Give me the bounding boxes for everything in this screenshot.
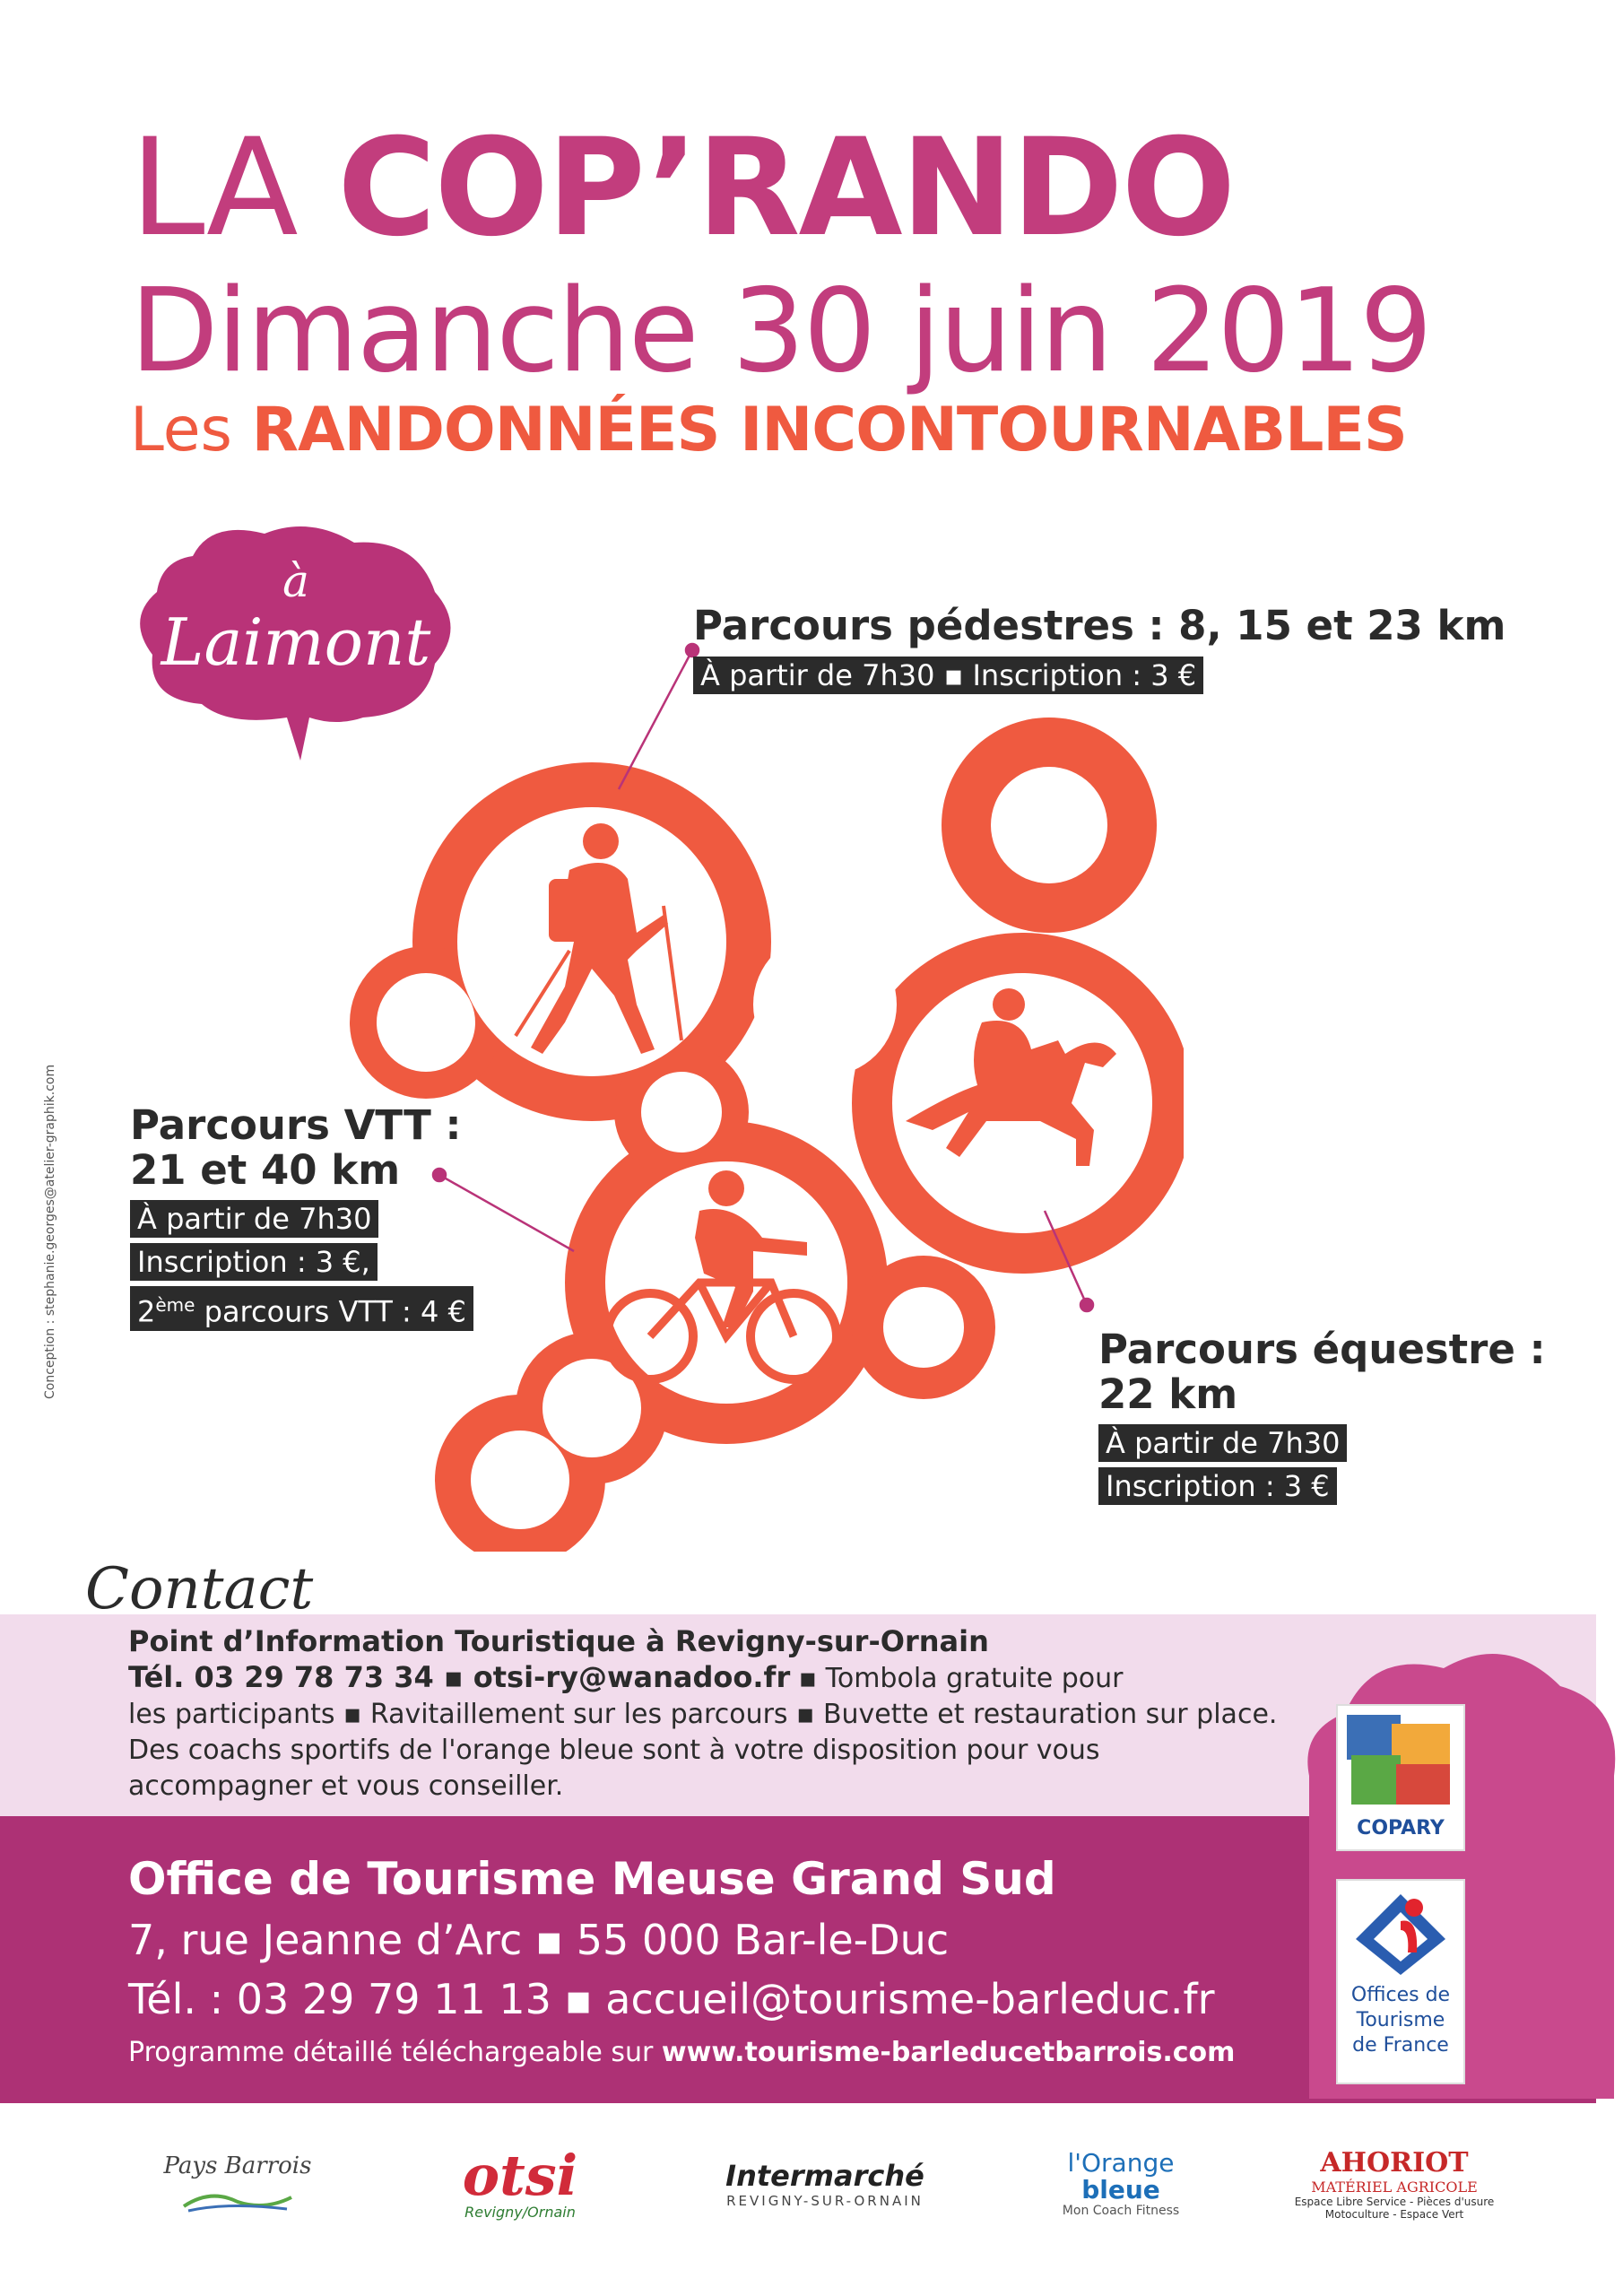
subtitle-big: RANDONNÉES INCONTOURNABLES bbox=[251, 395, 1407, 465]
tag3-suffix: parcours VTT : 4 € bbox=[195, 1294, 466, 1329]
office-info bbox=[128, 1848, 1235, 2077]
otsi-label: otsi bbox=[462, 2142, 578, 2208]
course-equestre bbox=[1098, 1327, 1546, 1510]
event-title-bold: COP’RANDO bbox=[337, 110, 1235, 266]
copary-mark-icon bbox=[1338, 1706, 1463, 1813]
offices-tourisme-text bbox=[1338, 1983, 1463, 2058]
contact-line3: les participants ▪ Ravitaillement sur les parcours ▪ Buvette et restauration sur place. bbox=[128, 1699, 1278, 1730]
course-equestre-title-1: Parcours équestre : bbox=[1098, 1326, 1546, 1373]
offices-line2: Tourisme bbox=[1356, 2009, 1445, 2031]
event-title-light: LA bbox=[130, 110, 338, 266]
contact-text bbox=[128, 1623, 1294, 1805]
offices-tourisme-logo bbox=[1336, 1879, 1465, 2084]
orange-bleue-logo bbox=[1040, 2135, 1202, 2233]
course-vtt-tag-1: À partir de 7h30 bbox=[130, 1200, 378, 1238]
office-program-prefix: Programme détaillé téléchargeable sur bbox=[128, 2037, 662, 2068]
contact-title: Contact bbox=[85, 1556, 314, 1622]
location-line1: à bbox=[282, 555, 309, 607]
intermarche-logo bbox=[708, 2135, 942, 2233]
contact-line2-rest: ▪ Tombola gratuite pour bbox=[790, 1663, 1124, 1694]
copary-logo bbox=[1336, 1704, 1465, 1851]
contact-line2-bold: Tél. 03 29 78 73 34 ▪ otsi-ry@wanadoo.fr bbox=[128, 1660, 791, 1694]
location-line2: Laimont bbox=[161, 604, 431, 680]
pays-barrois-label: Pays Barrois bbox=[163, 2152, 312, 2179]
tag3-prefix: 2 bbox=[137, 1294, 156, 1329]
horiot-sub: MATÉRIEL AGRICOLE bbox=[1311, 2179, 1478, 2196]
course-vtt-title-1: Parcours VTT : bbox=[130, 1101, 462, 1149]
course-pedestres-tag: À partir de 7h30 ▪ Inscription : 3 € bbox=[693, 657, 1203, 694]
course-pedestres bbox=[693, 601, 1506, 700]
horiot-line2: Motoculture - Espace Vert bbox=[1324, 2208, 1464, 2221]
design-credit: Conception : stephanie.georges@atelier-graphik.com bbox=[43, 1064, 57, 1399]
course-equestre-tag-1: À partir de 7h30 bbox=[1098, 1424, 1347, 1462]
otsi-sub: Revigny/Ornain bbox=[464, 2203, 576, 2221]
horiot-logo bbox=[1273, 2135, 1515, 2233]
course-equestre-tag-2: Inscription : 3 € bbox=[1098, 1467, 1337, 1505]
offices-line1: Offices de bbox=[1350, 1984, 1451, 2006]
course-vtt-tag-2: Inscription : 3 €, bbox=[130, 1243, 378, 1281]
contact-line5: accompagner et vous conseiller. bbox=[128, 1770, 564, 1802]
offices-tourisme-icon bbox=[1338, 1881, 1463, 1979]
pays-barrois-logo bbox=[135, 2135, 341, 2233]
subtitle-small: Les bbox=[130, 395, 252, 465]
course-equestre-title-2: 22 km bbox=[1098, 1370, 1238, 1418]
office-name: Office de Tourisme Meuse Grand Sud bbox=[128, 1853, 1056, 1905]
course-pedestres-title: Parcours pédestres : 8, 15 et 23 km bbox=[693, 602, 1506, 649]
event-date: Dimanche 30 juin 2019 bbox=[130, 265, 1431, 398]
tag3-sup: ème bbox=[155, 1294, 195, 1316]
office-program-link[interactable]: www.tourisme-barleducetbarrois.com bbox=[661, 2037, 1236, 2068]
office-program bbox=[128, 2029, 1235, 2077]
pays-barrois-icon bbox=[175, 2179, 300, 2215]
orange-bleue-line2: bleue bbox=[1081, 2175, 1160, 2205]
orange-bleue-line3: Mon Coach Fitness bbox=[1062, 2204, 1180, 2218]
intermarche-label: Intermarché bbox=[725, 2159, 924, 2193]
copary-label: COPARY bbox=[1357, 1817, 1445, 1839]
contact-line1: Point d’Information Touristique à Revigny-sur-Ornain bbox=[128, 1624, 989, 1658]
horiot-label: AHORIOT bbox=[1320, 2147, 1469, 2179]
course-vtt-title-2: 21 et 40 km bbox=[130, 1146, 401, 1194]
office-phone: Tél. : 03 29 79 11 13 ▪ accueil@tourisme-barleduc.fr bbox=[128, 1975, 1215, 2023]
intermarche-sub: REVIGNY-SUR-ORNAIN bbox=[726, 2193, 924, 2209]
otsi-logo bbox=[430, 2135, 610, 2233]
offices-line3: de France bbox=[1352, 2034, 1449, 2057]
office-address: 7, rue Jeanne d’Arc ▪ 55 000 Bar-le-Duc bbox=[128, 1916, 950, 1964]
course-vtt bbox=[130, 1103, 473, 1336]
horiot-line1: Espace Libre Service - Pièces d'usure bbox=[1294, 2196, 1495, 2208]
contact-line4: Des coachs sportifs de l'orange bleue sont à votre disposition pour vous bbox=[128, 1735, 1100, 1766]
course-vtt-tag-3 bbox=[130, 1286, 473, 1331]
orange-bleue-line1: l'Orange bbox=[1067, 2148, 1175, 2178]
